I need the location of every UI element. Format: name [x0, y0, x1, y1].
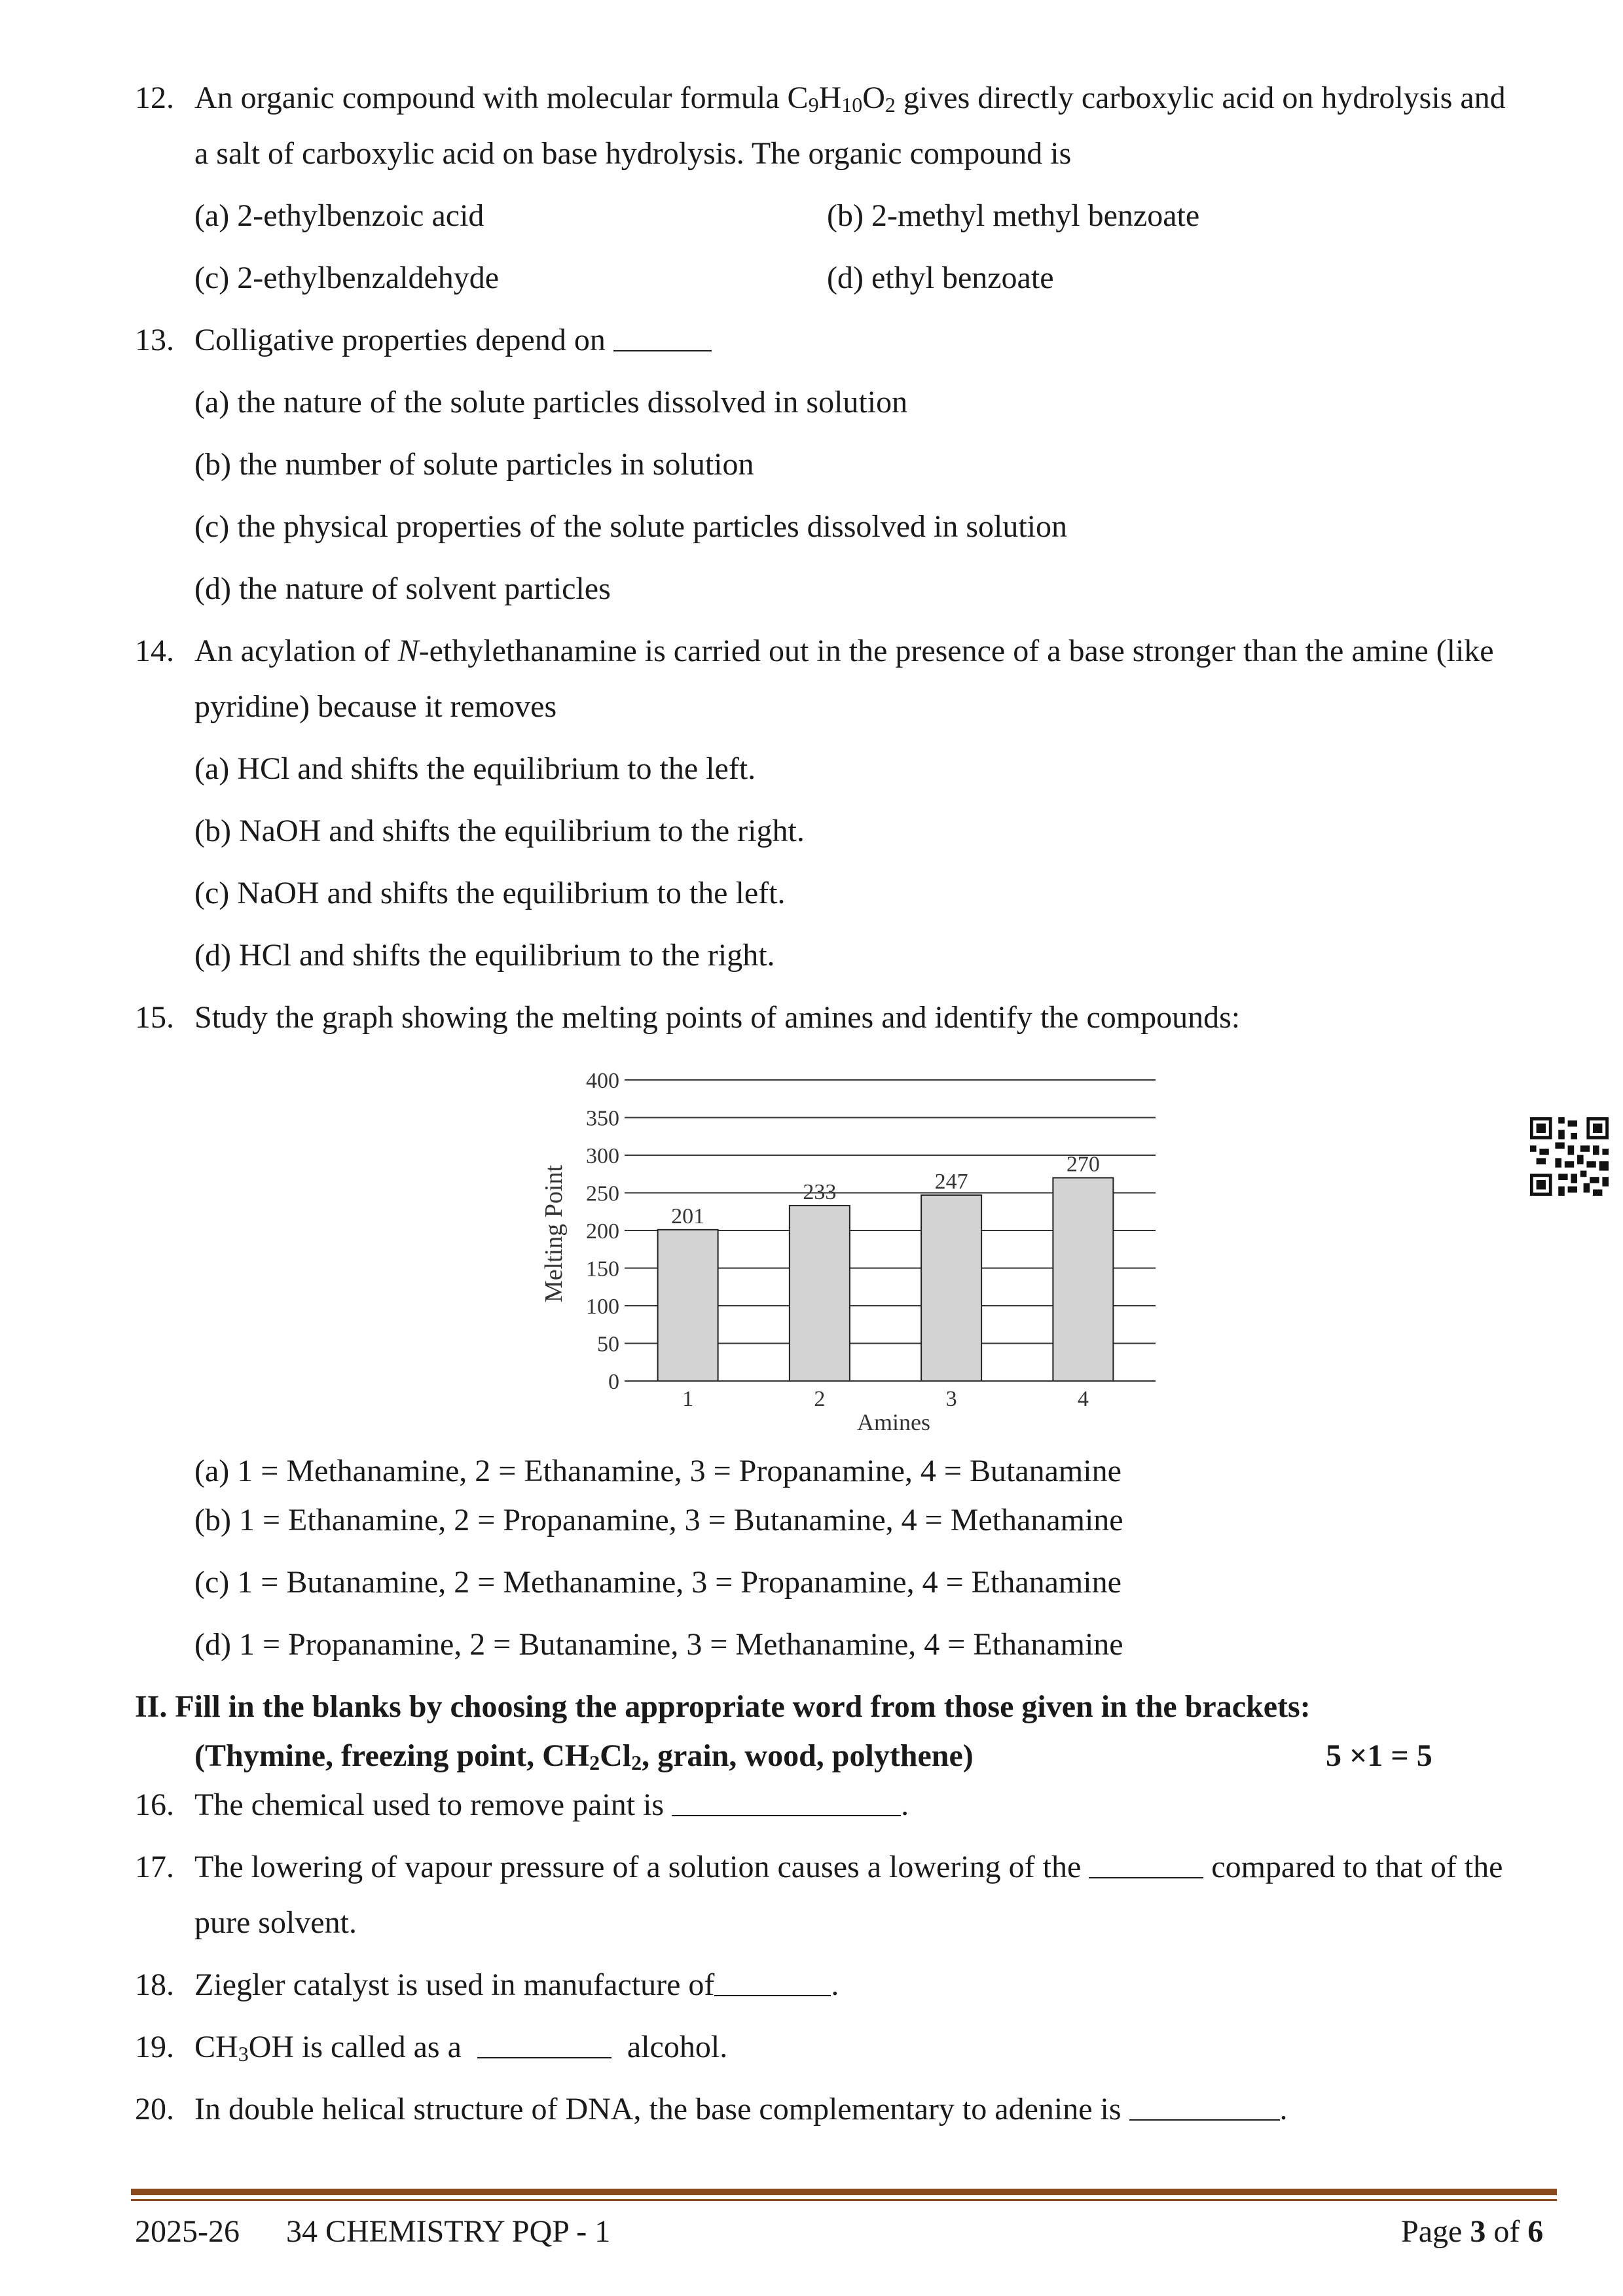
sub: 3	[238, 2042, 249, 2066]
q14-line1-b: -ethylethanamine is carried out in the presence of a base stronger than the amine (like	[418, 634, 1494, 668]
option-b[interactable]: (b) 2-methyl methyl benzoate	[827, 198, 1200, 233]
option-d[interactable]: (d) HCl and shifts the equilibrium to the right.	[194, 938, 775, 973]
question-number: 20.	[135, 2092, 174, 2126]
q14-line1-a: An acylation of	[194, 634, 398, 668]
question-number: 18.	[135, 1967, 174, 2002]
option-d[interactable]: (d) ethyl benzoate	[827, 260, 1054, 295]
sub: 2	[631, 1751, 642, 1774]
q14-italic-n: N	[397, 634, 419, 668]
question-number: 19.	[135, 2030, 174, 2064]
option-c[interactable]: (c) NaOH and shifts the equilibrium to the left.	[194, 876, 786, 910]
option-b[interactable]: (b) NaOH and shifts the equilibrium to the right.	[194, 814, 805, 848]
q19-text-c: alcohol.	[627, 2030, 728, 2064]
formula-h: H	[818, 81, 842, 115]
bar-value-label: 233	[803, 1180, 837, 1205]
bar-value-label: 201	[671, 1204, 705, 1229]
question-number: 15.	[135, 1000, 174, 1035]
of-label: of	[1486, 2214, 1528, 2249]
y-tick-label: 150	[586, 1257, 619, 1282]
question-number: 12.	[135, 81, 174, 115]
q14-line2-text: pyridine) because it removes	[194, 689, 557, 724]
question-number: 14.	[135, 634, 174, 668]
x-axis-label: Amines	[857, 1409, 930, 1435]
q16-text: The chemical used to remove paint is	[194, 1787, 665, 1822]
blank-line	[672, 1789, 901, 1816]
x-tick-label: 3	[945, 1387, 957, 1411]
bar-4	[1053, 1178, 1113, 1382]
bar-2	[790, 1206, 850, 1381]
option-c[interactable]: (c) the physical properties of the solute particles dissolved in solution	[194, 509, 1068, 544]
page-label: Page	[1401, 2214, 1470, 2249]
footer-year: 2025-26	[135, 2214, 240, 2249]
option-a[interactable]: (a) 1 = Methanamine, 2 = Ethanamine, 3 = Propanamine, 4 = Butanamine	[194, 1454, 1122, 1488]
blank-line	[1129, 2093, 1280, 2121]
q19-text-a: CH	[194, 2030, 238, 2064]
option-c[interactable]: (c) 2-ethylbenzaldehyde	[194, 260, 500, 295]
y-tick-label: 100	[586, 1295, 619, 1319]
words-b: , grain, wood, polythene)	[642, 1738, 974, 1773]
blank-line	[714, 1969, 831, 1996]
question-number: 16.	[135, 1787, 174, 1822]
option-b[interactable]: (b) the number of solute particles in solution	[194, 447, 754, 482]
y-tick-label: 250	[586, 1181, 619, 1206]
q19-text-b: OH is called as a	[248, 2030, 462, 2064]
sub: 10	[841, 93, 863, 117]
x-tick-label: 1	[682, 1387, 694, 1411]
q16-end: .	[901, 1787, 909, 1822]
section-2-heading: II. Fill in the blanks by choosing the appropriate word from those given in the brackets:	[135, 1689, 1311, 1724]
words-a: (Thymine, freezing point, CH	[194, 1738, 590, 1773]
q17-line2-text: pure solvent.	[194, 1905, 357, 1940]
page-total: 6	[1527, 2214, 1544, 2249]
y-tick-label: 350	[586, 1106, 619, 1131]
qr-code-icon	[1530, 1117, 1609, 1196]
y-tick-label: 300	[586, 1144, 619, 1168]
sub: 2	[884, 93, 896, 117]
y-tick-label: 0	[608, 1370, 619, 1394]
sub: 2	[589, 1751, 600, 1774]
q12-line1-b: gives directly carboxylic acid on hydrolysis and	[895, 81, 1506, 115]
chart-x-ticks	[682, 1387, 1089, 1411]
option-a[interactable]: (a) 2-ethylbenzoic acid	[194, 198, 484, 233]
y-axis-label: Melting Point	[540, 1164, 568, 1303]
q13-text: Colligative properties depend on	[194, 323, 606, 357]
option-a[interactable]: (a) HCl and shifts the equilibrium to the left.	[194, 751, 756, 786]
q17-text-b: compared to that of the	[1211, 1850, 1503, 1884]
blank-line	[613, 324, 712, 351]
page-number: 3	[1470, 2214, 1486, 2249]
y-tick-label: 200	[586, 1219, 619, 1244]
footer-rule-thin	[131, 2199, 1557, 2201]
option-c[interactable]: (c) 1 = Butanamine, 2 = Methanamine, 3 = Propanamine, 4 = Ethanamine	[194, 1565, 1122, 1600]
x-tick-label: 4	[1077, 1387, 1089, 1411]
option-a[interactable]: (a) the nature of the solute particles dissolved in solution	[194, 385, 908, 420]
q17-text-a: The lowering of vapour pressure of a solution causes a lowering of the	[194, 1850, 1082, 1884]
chart-bars	[658, 1153, 1114, 1382]
y-tick-label: 400	[586, 1069, 619, 1093]
blank-line	[477, 2031, 611, 2058]
q18-end: .	[831, 1967, 839, 2002]
bar-value-label: 270	[1066, 1152, 1100, 1177]
option-b[interactable]: (b) 1 = Ethanamine, 2 = Propanamine, 3 = Butanamine, 4 = Methanamine	[194, 1503, 1123, 1537]
bar-3	[921, 1195, 981, 1381]
formula-o: O	[862, 81, 885, 115]
blank-line	[1089, 1851, 1203, 1878]
words-mid: Cl	[600, 1738, 632, 1773]
q12-line2-text: a salt of carboxylic acid on base hydrolysis. The organic compound is	[194, 136, 1072, 171]
question-number: 17.	[135, 1850, 174, 1884]
sub: 9	[808, 93, 819, 117]
bar-value-label: 247	[934, 1169, 968, 1194]
q15-text: Study the graph showing the melting points of amines and identify the compounds:	[194, 1000, 1241, 1035]
option-d[interactable]: (d) the nature of solvent particles	[194, 571, 611, 606]
q20-end: .	[1279, 2092, 1288, 2126]
footer-rule-thick	[131, 2189, 1557, 2195]
marks: 5 ×1 = 5	[1326, 1738, 1432, 1773]
melting-point-chart	[524, 1060, 1178, 1440]
q18-text: Ziegler catalyst is used in manufacture of	[194, 1967, 715, 2002]
bar-1	[658, 1230, 718, 1381]
footer-page	[1401, 2212, 1543, 2251]
option-d[interactable]: (d) 1 = Propanamine, 2 = Butanamine, 3 = Methanamine, 4 = Ethanamine	[194, 1627, 1123, 1662]
q12-line1-a: An organic compound with molecular formula C	[194, 81, 809, 115]
question-number: 13.	[135, 323, 174, 357]
q20-text: In double helical structure of DNA, the base complementary to adenine is	[194, 2092, 1122, 2126]
y-tick-label: 50	[597, 1332, 619, 1357]
chart-y-ticks	[586, 1069, 629, 1394]
x-tick-label: 2	[814, 1387, 826, 1411]
footer-code: 34 CHEMISTRY PQP - 1	[286, 2214, 611, 2249]
